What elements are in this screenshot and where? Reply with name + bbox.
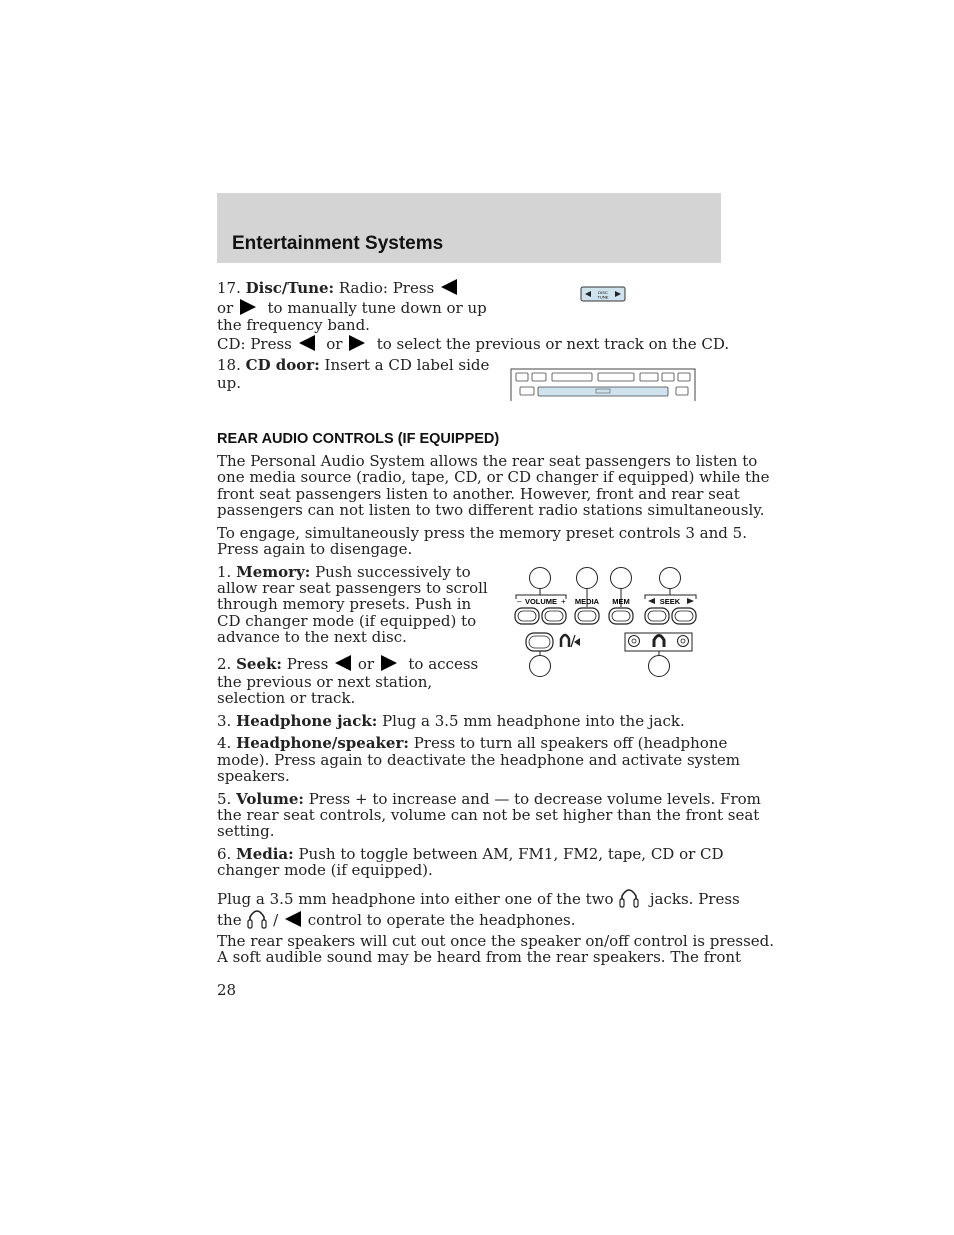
headphone-speaker-icon (561, 635, 580, 647)
radio-faceplate-figure (510, 367, 696, 402)
rear-audio-heading: REAR AUDIO CONTROLS (IF EQUIPPED) (217, 431, 500, 447)
final-line-1: The rear speakers will cut out once the speaker on/off control is pressed. (217, 932, 775, 950)
rear-controls-figure (505, 565, 705, 680)
seek-label: SEEK (659, 597, 681, 606)
headphone-speaker-line-2: mode). Press again to deactivate the headphone and activate system (217, 751, 740, 769)
media-button (575, 608, 599, 624)
volume-plus-button (542, 608, 566, 624)
intro-line-2: one media source (radio, tape, CD, or CD changer if equipped) while the (217, 468, 770, 486)
intro-line-4: passengers can not listen to two different radio stations simultaneously. (217, 501, 765, 519)
memory-line-3: through memory presets. Push in (217, 595, 472, 613)
right-arrow-icon (240, 299, 256, 315)
section-title: Entertainment Systems (232, 233, 444, 254)
volume-minus-label: – (517, 597, 522, 606)
left-arrow-icon (335, 655, 351, 671)
plug-line-1: Plug a 3.5 mm headphone into either one of the two jacks. Press (217, 886, 740, 908)
tune-label: TUNE (597, 294, 609, 300)
seek-line-1: 2. Seek: Press or to access (217, 655, 479, 673)
mem-button (609, 608, 633, 624)
seek-line-3: selection or track. (217, 689, 356, 707)
item-17-line-2: or to manually tune down or up (217, 299, 487, 317)
callout-2 (660, 568, 681, 589)
item-17-line-1: 17. Disc/Tune: Radio: Press (217, 279, 459, 297)
volume-line-2: the rear seat controls, volume can not be set higher than the front seat (217, 806, 760, 824)
headphone-icon (618, 886, 640, 908)
item-18-line-2: up. (217, 374, 242, 392)
memory-line-4: CD changer mode (if equipped) to (217, 612, 477, 630)
right-arrow-icon (349, 335, 365, 351)
plug-line-2: the / control to operate the headphones. (217, 907, 576, 929)
item-17-line-3: the frequency band. (217, 316, 370, 334)
disc-label: DISC (598, 290, 608, 295)
volume-label: VOLUME (524, 597, 558, 606)
left-arrow-icon (285, 911, 301, 927)
headphone-jack-line: 3. Headphone jack: Plug a 3.5 mm headphone into the jack. (217, 712, 685, 730)
intro-line-3: front seat passengers listen to another. However, front and rear seat (217, 485, 740, 503)
left-arrow-icon (441, 279, 457, 295)
media-line-2: changer mode (if equipped). (217, 861, 433, 879)
callout-3 (649, 656, 670, 677)
memory-line-1: 1. Memory: Push successively to (217, 563, 471, 581)
volume-plus-label: + (561, 597, 566, 606)
headphone-icon (246, 907, 268, 929)
seek-line-2: the previous or next station, (217, 673, 433, 691)
media-line-1: 6. Media: Push to toggle between AM, FM1, FM2, tape, CD or CD (217, 845, 724, 863)
volume-minus-button (515, 608, 539, 624)
callout-5 (530, 568, 551, 589)
callout-6 (577, 568, 598, 589)
headphone-jack-right (678, 636, 689, 647)
headphone-speaker-line-1: 4. Headphone/speaker: Press to turn all speakers off (headphone (217, 734, 728, 752)
callout-1 (611, 568, 632, 589)
seek-left-button (645, 608, 669, 624)
volume-line-1: 5. Volume: Press + to increase and — to decrease volume levels. From (217, 790, 761, 808)
memory-line-5: advance to the next disc. (217, 628, 407, 646)
disc-tune-button-figure (580, 286, 626, 303)
seek-right-button (672, 608, 696, 624)
headphone-speaker-line-3: speakers. (217, 767, 290, 785)
item-17-line-4: CD: Press or to select the previous or next track on the CD. (217, 335, 730, 353)
item-18-line-1: 18. CD door: Insert a CD label side (217, 356, 490, 374)
seek-right-icon (687, 598, 694, 604)
memory-line-2: allow rear seat passengers to scroll (217, 579, 488, 597)
page-number: 28 (217, 981, 237, 999)
left-arrow-icon (299, 335, 315, 351)
seek-left-icon (648, 598, 655, 604)
section-header (217, 193, 721, 263)
engage-line-2: Press again to disengage. (217, 540, 413, 558)
callout-4 (530, 656, 551, 677)
intro-line-1: The Personal Audio System allows the rear seat passengers to listen to (217, 452, 758, 470)
media-label: MEDIA (574, 597, 600, 606)
headphone-jack-left (629, 636, 640, 647)
right-arrow-icon (381, 655, 397, 671)
engage-line-1: To engage, simultaneously press the memory preset controls 3 and 5. (217, 524, 747, 542)
volume-line-3: setting. (217, 822, 275, 840)
mem-label: MEM (612, 597, 630, 606)
final-line-2: A soft audible sound may be heard from the rear speakers. The front (217, 948, 742, 966)
